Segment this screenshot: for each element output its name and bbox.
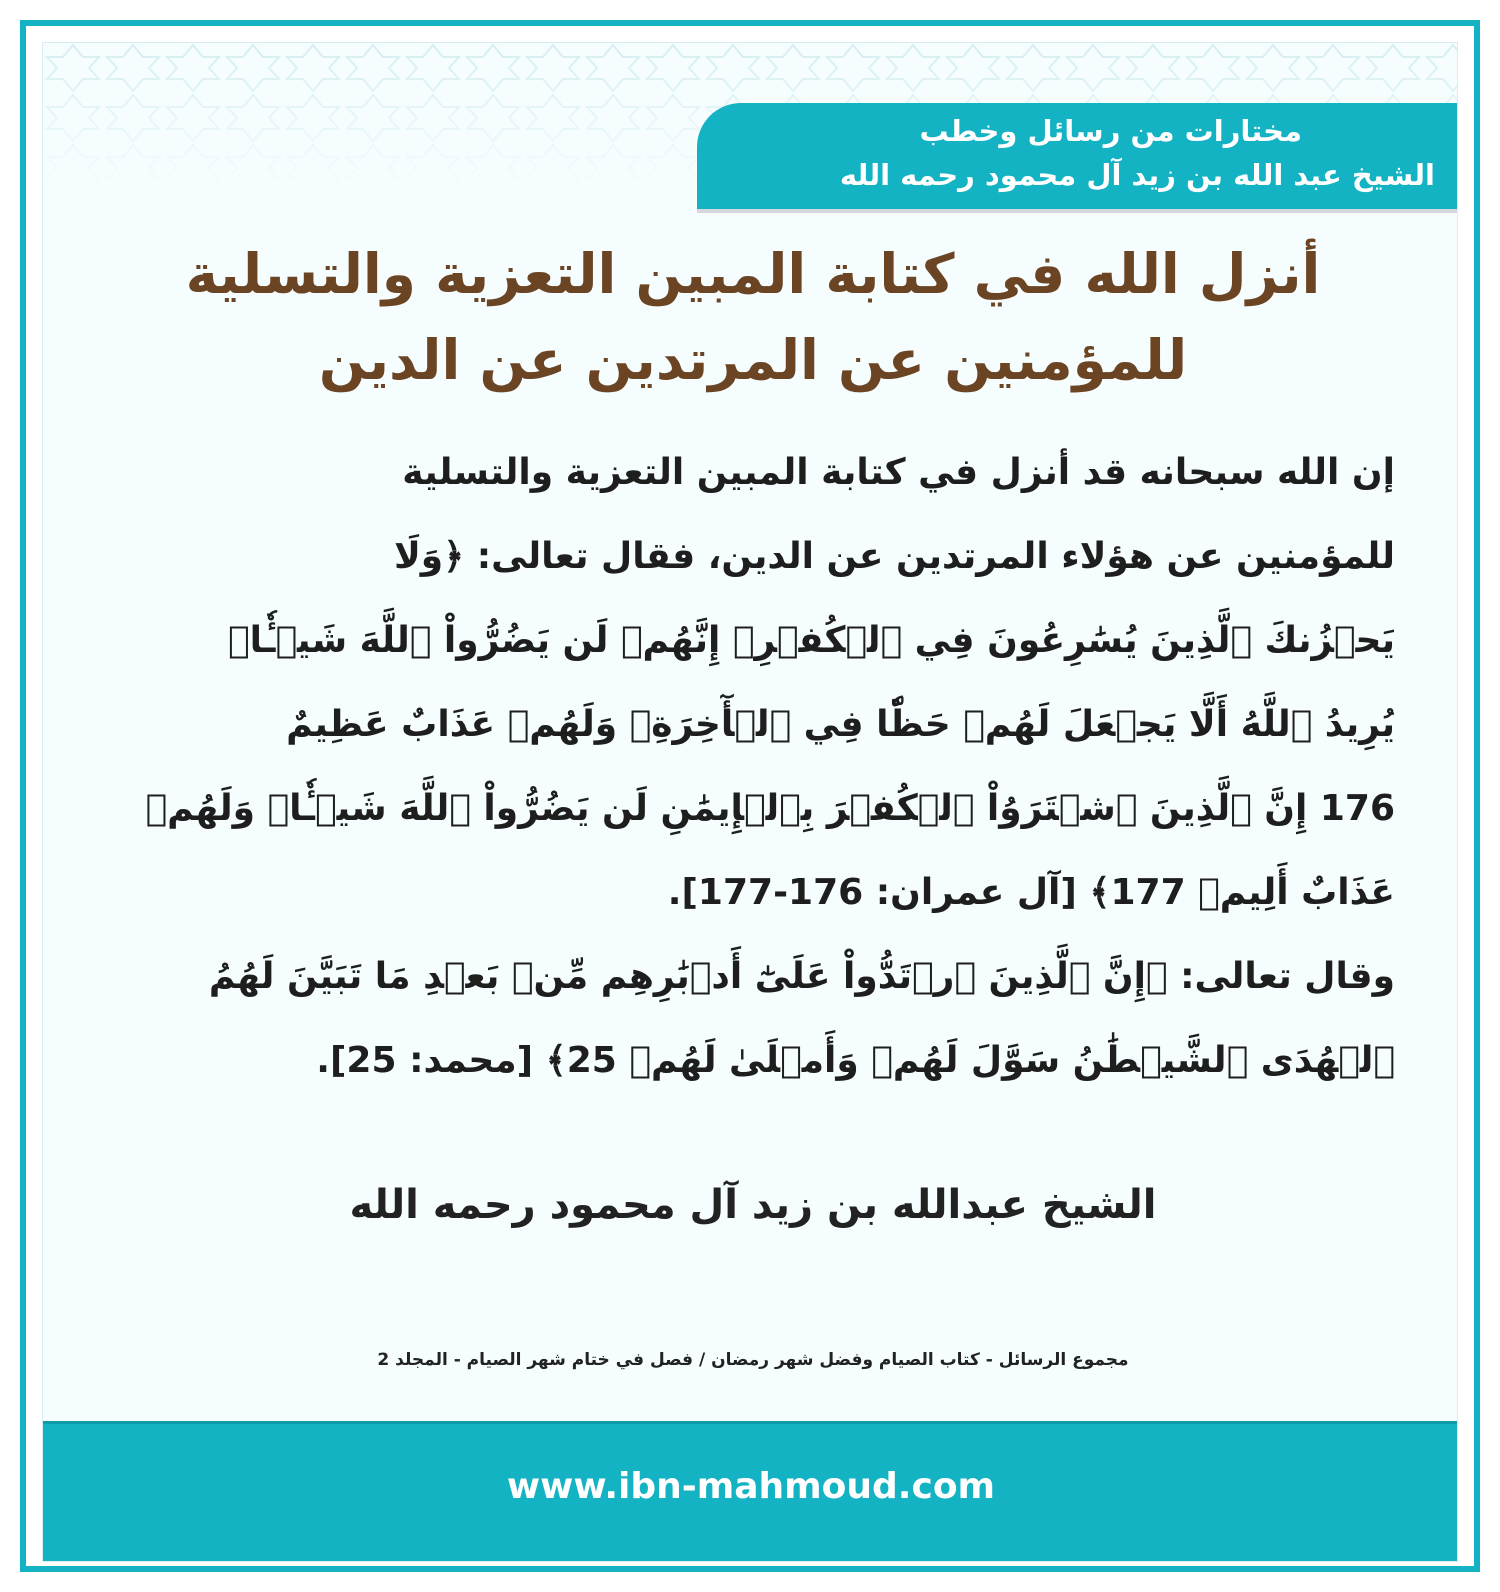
body-line: 176 إِنَّ ٱلَّذِينَ ٱشۡتَرَوُاْ ٱلۡكُفۡرَ بِٱلۡإِيمَٰنِ لَن يَضُرُّواْ ٱللَّهَ شَيۡـٔٗاۖ وَلَهُمۡ xyxy=(145,788,1395,829)
header-line-2: الشيخ عبد الله بن زيد آل محمود رحمه الله xyxy=(839,158,1435,192)
body-line: ٱلۡهُدَى ٱلشَّيۡطَٰنُ سَوَّلَ لَهُمۡ وَأَمۡلَىٰ لَهُمۡ 25﴾ [محمد: 25]. xyxy=(316,1040,1395,1081)
body-line: للمؤمنين عن هؤلاء المرتدين عن الدين، فقال تعالى: ﴿وَلَا xyxy=(393,536,1395,577)
footer-bar xyxy=(43,1421,1458,1561)
page-title-line-1: أنزل الله في كتابة المبين التعزية والتسلية xyxy=(185,242,1321,306)
header-line-1: مختارات من رسائل وخطب xyxy=(919,114,1302,148)
body-line: إن الله سبحانه قد أنزل في كتابة المبين التعزية والتسلية xyxy=(402,452,1395,493)
card-frame xyxy=(20,20,1480,1572)
page-title-line-2: للمؤمنين عن المرتدين عن الدين xyxy=(318,328,1188,392)
card-body xyxy=(42,42,1458,1562)
body-line: عَذَابٌ أَلِيمٞ 177﴾ [آل عمران: 176-177]. xyxy=(667,872,1395,913)
source-citation: مجموع الرسائل - كتاب الصيام وفضل شهر رمضان / فصل في ختام شهر الصيام - المجلد 2 xyxy=(377,1350,1129,1370)
body-line: يَحۡزُنكَ ٱلَّذِينَ يُسَٰرِعُونَ فِي ٱلۡكُفۡرِۚ إِنَّهُمۡ لَن يَضُرُّواْ ٱللَّهَ شَيۡـٔٗاۗ xyxy=(228,620,1395,661)
author-signature: الشيخ عبدالله بن زيد آل محمود رحمه الله xyxy=(349,1182,1157,1228)
website-link[interactable]: www.ibn-mahmoud.com xyxy=(506,1466,996,1507)
body-line: يُرِيدُ ٱللَّهُ أَلَّا يَجۡعَلَ لَهُمۡ حَظّٗا فِي ٱلۡأٓخِرَةِۖ وَلَهُمۡ عَذَابٌ عَظِيمٌ xyxy=(286,704,1395,745)
body-line: وقال تعالى: ﴿إِنَّ ٱلَّذِينَ ٱرۡتَدُّواْ عَلَىٰٓ أَدۡبَٰرِهِم مِّنۢ بَعۡدِ مَا تَبَيَّنَ لَهُمُ xyxy=(208,956,1395,997)
header-banner xyxy=(697,103,1457,209)
